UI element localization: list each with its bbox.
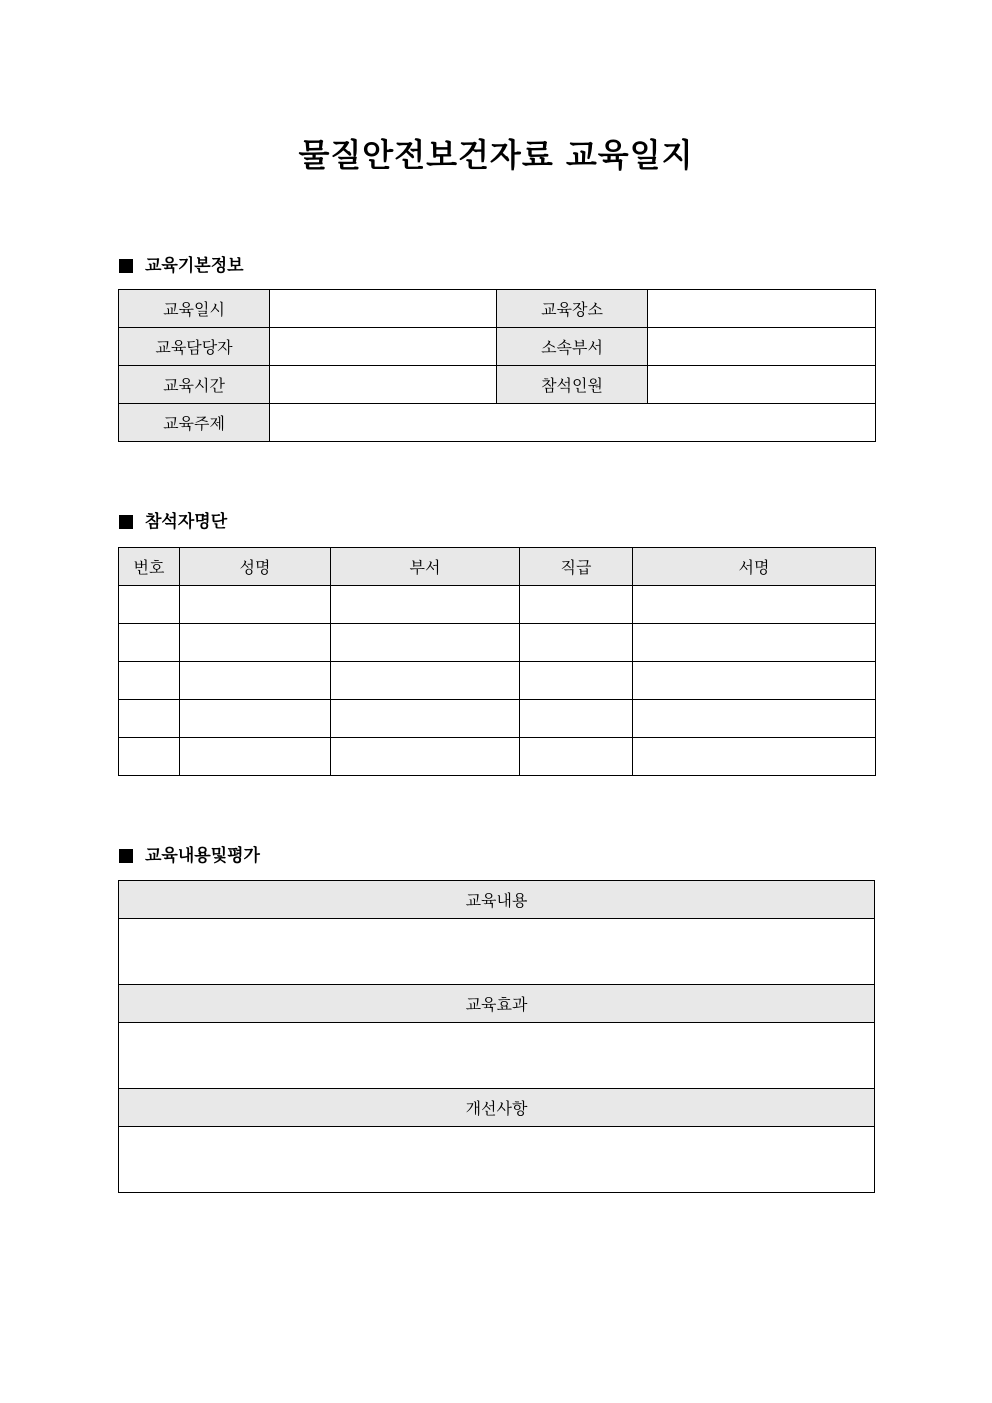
attendee-table bbox=[118, 547, 876, 776]
section-heading-label: 교육내용및평가 bbox=[145, 846, 260, 866]
label-department: 소속부서 bbox=[497, 328, 648, 366]
department-cell[interactable] bbox=[331, 738, 520, 776]
table-row bbox=[119, 624, 876, 662]
name-cell[interactable] bbox=[180, 738, 331, 776]
rank-cell[interactable] bbox=[520, 700, 633, 738]
rank-cell[interactable] bbox=[520, 624, 633, 662]
label-education-date: 교육일시 bbox=[119, 290, 270, 328]
label-attendee-count: 참석인원 bbox=[497, 366, 648, 404]
rank-cell[interactable] bbox=[520, 586, 633, 624]
education-place-field[interactable] bbox=[648, 290, 876, 328]
signature-cell[interactable] bbox=[633, 700, 876, 738]
department-field[interactable] bbox=[648, 328, 876, 366]
signature-cell[interactable] bbox=[633, 624, 876, 662]
education-topic-field[interactable] bbox=[270, 404, 876, 442]
name-cell[interactable] bbox=[180, 624, 331, 662]
education-date-field[interactable] bbox=[270, 290, 497, 328]
name-cell[interactable] bbox=[180, 586, 331, 624]
content-evaluation-table bbox=[118, 880, 875, 1193]
label-education-topic: 교육주제 bbox=[119, 404, 270, 442]
section-heading-basic-info bbox=[119, 254, 244, 278]
label-education-manager: 교육담당자 bbox=[119, 328, 270, 366]
section-heading-content-evaluation bbox=[119, 844, 260, 868]
department-cell[interactable] bbox=[331, 700, 520, 738]
table-row bbox=[119, 586, 876, 624]
table-row bbox=[119, 1127, 875, 1193]
table-row bbox=[119, 919, 875, 985]
basic-info-table bbox=[118, 289, 876, 442]
column-header-name: 성명 bbox=[180, 548, 331, 586]
table-row bbox=[119, 700, 876, 738]
attendee-count-field[interactable] bbox=[648, 366, 876, 404]
column-header-department: 부서 bbox=[331, 548, 520, 586]
education-effect-field[interactable] bbox=[119, 1023, 875, 1089]
improvements-field[interactable] bbox=[119, 1127, 875, 1193]
signature-cell[interactable] bbox=[633, 662, 876, 700]
table-row bbox=[119, 985, 875, 1023]
number-cell[interactable] bbox=[119, 738, 180, 776]
signature-cell[interactable] bbox=[633, 586, 876, 624]
table-row bbox=[119, 328, 876, 366]
document-title: 물질안전보건자료 교육일지 bbox=[298, 136, 694, 174]
department-cell[interactable] bbox=[331, 586, 520, 624]
number-cell[interactable] bbox=[119, 624, 180, 662]
table-row bbox=[119, 881, 875, 919]
number-cell[interactable] bbox=[119, 662, 180, 700]
label-improvements: 개선사항 bbox=[119, 1089, 875, 1127]
education-content-field[interactable] bbox=[119, 919, 875, 985]
table-row bbox=[119, 738, 876, 776]
education-time-field[interactable] bbox=[270, 366, 497, 404]
table-row bbox=[119, 662, 876, 700]
column-header-number: 번호 bbox=[119, 548, 180, 586]
section-heading-label: 교육기본정보 bbox=[145, 256, 244, 276]
signature-cell[interactable] bbox=[633, 738, 876, 776]
name-cell[interactable] bbox=[180, 700, 331, 738]
department-cell[interactable] bbox=[331, 662, 520, 700]
number-cell[interactable] bbox=[119, 586, 180, 624]
column-header-signature: 서명 bbox=[633, 548, 876, 586]
number-cell[interactable] bbox=[119, 700, 180, 738]
department-cell[interactable] bbox=[331, 624, 520, 662]
label-education-place: 교육장소 bbox=[497, 290, 648, 328]
label-education-content: 교육내용 bbox=[119, 881, 875, 919]
table-row bbox=[119, 1089, 875, 1127]
section-heading-label: 참석자명단 bbox=[145, 512, 228, 532]
table-row bbox=[119, 404, 876, 442]
square-bullet-icon bbox=[119, 515, 133, 529]
table-header-row bbox=[119, 548, 876, 586]
table-row bbox=[119, 1023, 875, 1089]
table-row bbox=[119, 366, 876, 404]
name-cell[interactable] bbox=[180, 662, 331, 700]
label-education-effect: 교육효과 bbox=[119, 985, 875, 1023]
column-header-rank: 직급 bbox=[520, 548, 633, 586]
label-education-time: 교육시간 bbox=[119, 366, 270, 404]
education-manager-field[interactable] bbox=[270, 328, 497, 366]
section-heading-attendance bbox=[119, 510, 227, 534]
square-bullet-icon bbox=[119, 259, 133, 273]
square-bullet-icon bbox=[119, 849, 133, 863]
rank-cell[interactable] bbox=[520, 662, 633, 700]
rank-cell[interactable] bbox=[520, 738, 633, 776]
table-row bbox=[119, 290, 876, 328]
